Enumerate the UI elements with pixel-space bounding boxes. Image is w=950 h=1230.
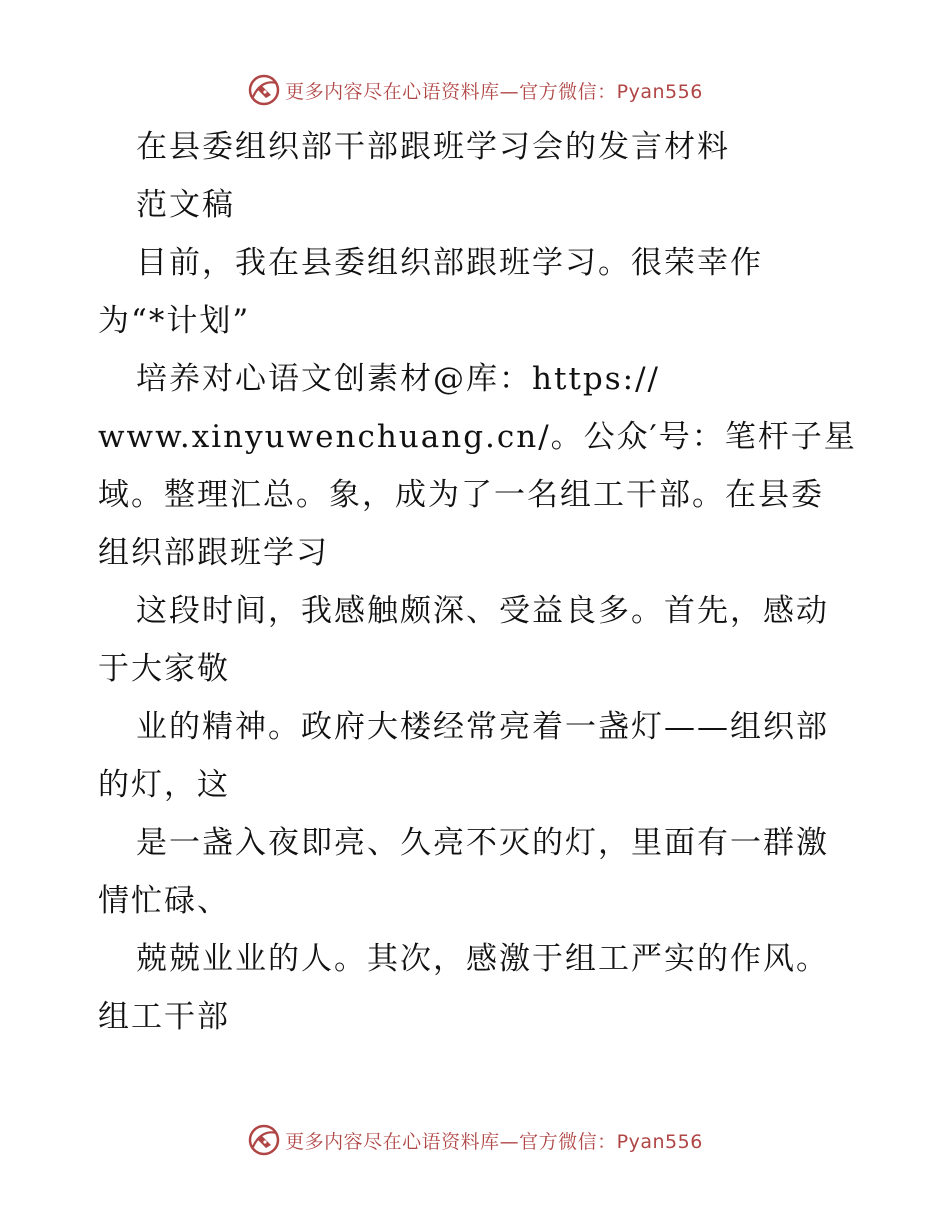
text-line: 业的精神。政府大楼经常亮着一盏灯——组织部 — [136, 709, 829, 745]
header-banner — [0, 70, 950, 110]
text-line: 培养对心语文创素材@库：https:// — [136, 361, 660, 397]
banner-text: 更多内容尽在心语资料库—官方微信：Pyan556 — [285, 1130, 703, 1153]
text-line: 为“*计划” — [98, 303, 251, 339]
text-line: 于大家敬 — [98, 651, 230, 687]
text-line: 域。整理汇总。象，成为了一名组工干部。在县委 — [98, 477, 824, 513]
text-line: 在县委组织部干部跟班学习会的发言材料 — [136, 129, 730, 165]
text-line: 范文稿 — [136, 187, 235, 223]
text-line: 的灯，这 — [98, 767, 230, 803]
text-line: 是一盏入夜即亮、久亮不灭的灯，里面有一群激 — [136, 825, 829, 861]
text-line: www.xinyuwenchuang.cn/。公众′号：笔杆子星 — [98, 419, 857, 455]
pen-nib-logo-icon — [247, 73, 281, 107]
banner-text: 更多内容尽在心语资料库—官方微信：Pyan556 — [285, 80, 703, 103]
text-line: 组织部跟班学习 — [98, 535, 329, 571]
footer-banner — [0, 1120, 950, 1160]
text-line: 兢兢业业的人。其次，感激于组工严实的作风。 — [136, 941, 829, 977]
text-line: 组工干部 — [98, 999, 230, 1035]
text-line: 目前，我在县委组织部跟班学习。很荣幸作 — [136, 245, 763, 281]
pen-nib-logo-icon — [247, 1123, 281, 1157]
document-body — [98, 118, 858, 1046]
text-line: 这段时间，我感触颇深、受益良多。首先，感动 — [136, 593, 829, 629]
text-line: 情忙碌、 — [98, 883, 230, 919]
